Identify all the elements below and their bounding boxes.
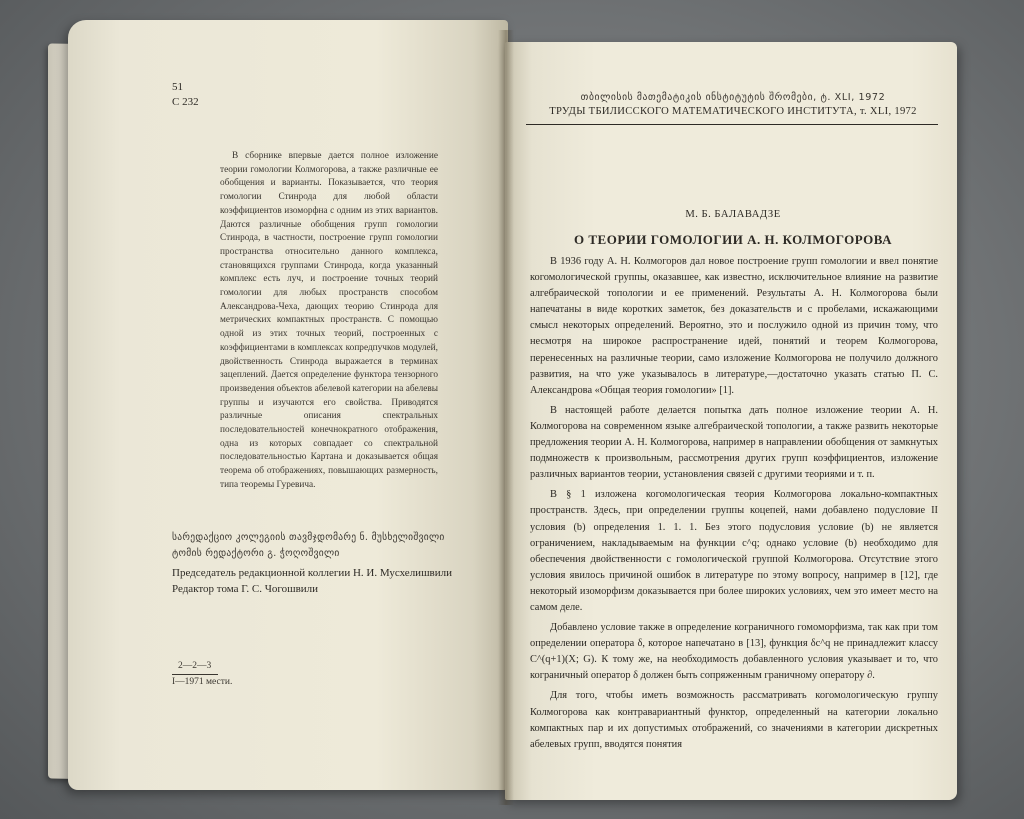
body-paragraph: Для того, чтобы иметь возможность рассматривать когомологическую группу Колмогорова как контравариантный функтор, определенный на категории локально компактных пар и их допустимых отображений, со значениями в категории дискретных абелевых групп, вводятся понятия <box>530 690 938 750</box>
journal-header-russian: ТРУДЫ ТБИЛИССКОГО МАТЕМАТИЧЕСКОГО ИНСТИТУТА, т. XLI, 1972 <box>549 106 917 117</box>
article-author: М. Б. БАЛАВАДЗЕ <box>685 209 781 220</box>
abstract-text: В сборнике впервые дается полное изложение теории гомологии Колмогорова, а также различные ее обобщения и варианты. Показывается, что теория гомологии Стинрода для любой области коэффициентов изоморфна с одним из этих вариантов. Даются различные обобщения групп гомологии Стинрода, в частности, построение групп гомологии пространства относительно данного комплекса, становящихся группами Стинрода, когда указанный комплекс есть луч, и построение точных теорий гомологии для любых пространств способом Александрова-Чеха, дающих теорию Стинрода для метрических компактных пространств. С помощью одной из этих точных теорий, построенных с коэффициентами в комплексах копредпучков модулей, двойственность Стинрода выражается в терминах зацеплений. Дается определение функтора тензорного произведения объектов абелевой категории на абелевы группы и изучаются его свойства. Приводятся различные описания спектральных последовательностей конечнократного отображения, одна из которых совпадает со спектральной последовательностью Картана и доказывается общая теорема об отображениях, повышающих размерность, типа теоремы Гуревича. <box>220 151 438 490</box>
body-paragraph: В 1936 году А. Н. Колмогоров дал новое построение групп гомологии и ввел понятие когомологической группы, оказавшее, как известно, исключительное влияние на развитие алгебраической топологии и ее применений. Результаты А. Н. Колмогорова были напечатаны в виде коротких заметок, без доказательств и с пробелами, искажающими смысл некоторых определений. Вероятно, это и послужило одной из причин тому, что несмотря на широкое распространение идей, понятий и теорем Колмогорова, перенесенных на различные теории, само изложение Колмогорова не получило должного развития, на что уже указывалось в литературе,—достаточно указать статью П. С. Александрова «Общая теория гомологии» [1]. <box>530 256 938 396</box>
editors-geo-line-1: სარედაქციო კოლეგიის თავმჯდომარე ნ. მუსხელიშვილი <box>172 532 445 543</box>
editors-ru-line-1: Председатель редакционной коллегии Н. И. Мусхелишвили <box>172 567 452 579</box>
call-number <box>172 80 199 110</box>
article-body <box>530 254 938 757</box>
editors-ru-line-2: Редактор тома Г. С. Чогошвили <box>172 583 319 595</box>
body-paragraph: Добавлено условие также в определение кограничного гомоморфизма, так как при том определении оператора δ, которое напечатано в [13], функция δc^q не принадлежит классу C^(q+1)(X; G). К тому же, на необходимость добавленного условия указывает и то, что кограничный оператор δ должен быть сопряженным граничному оператору ∂. <box>530 622 938 682</box>
imprint-rule <box>172 674 218 675</box>
imprint-bottom: I—1971 мести. <box>172 677 233 687</box>
body-paragraph: В § 1 изложена когомологическая теория Колмогорова локально-компактных пространств. Здесь, при определении группы коцепей, нами добавлено подусловие II условия (b) определения 1. 1. 1. Без этого подусловия условие (b) не является ограничением, накладываемым на функции c^q; однако условие (b) необходимо для обеспечения двойственности с гомологической группой Колмогорова. Отсутствие этого условия явилось причиной ошибок в литературе по этому вопросу, например в [12], где некоторый изоморфизм доказывается при более широких условиях, чем это имеет место на самом деле. <box>530 489 938 613</box>
call-number-2: С 232 <box>172 96 199 108</box>
article-title: О ТЕОРИИ ГОМОЛОГИИ А. Н. КОЛМОГОРОВА <box>574 232 892 247</box>
call-number-1: 51 <box>172 81 183 93</box>
imprint-top: 2—2—3 <box>178 661 212 671</box>
editors-georgian <box>172 530 472 562</box>
book-gutter <box>498 30 514 805</box>
journal-header-georgian: თბილისის მათემატიკის ინსტიტუტის შრომები, ტ. XLI, 1972 <box>580 92 886 103</box>
header-rule <box>526 124 938 125</box>
editors-russian <box>172 565 492 597</box>
editors-geo-line-2: ტომის რედაქტორი გ. ჭოღოშვილი <box>172 548 340 559</box>
body-paragraph: В настоящей работе делается попытка дать полное изложение теории А. Н. Колмогорова на современном языке алгебраической топологии, а также развить некоторые предложения теории А. Н. Колмогорова, например в направлении обобщения от замкнутых подмножеств к произвольным, рассмотрения других групп коэффициентов, изложение различных вариантов теории, установления связей с другими теориями и т. п. <box>530 404 938 481</box>
imprint-code <box>172 660 232 688</box>
